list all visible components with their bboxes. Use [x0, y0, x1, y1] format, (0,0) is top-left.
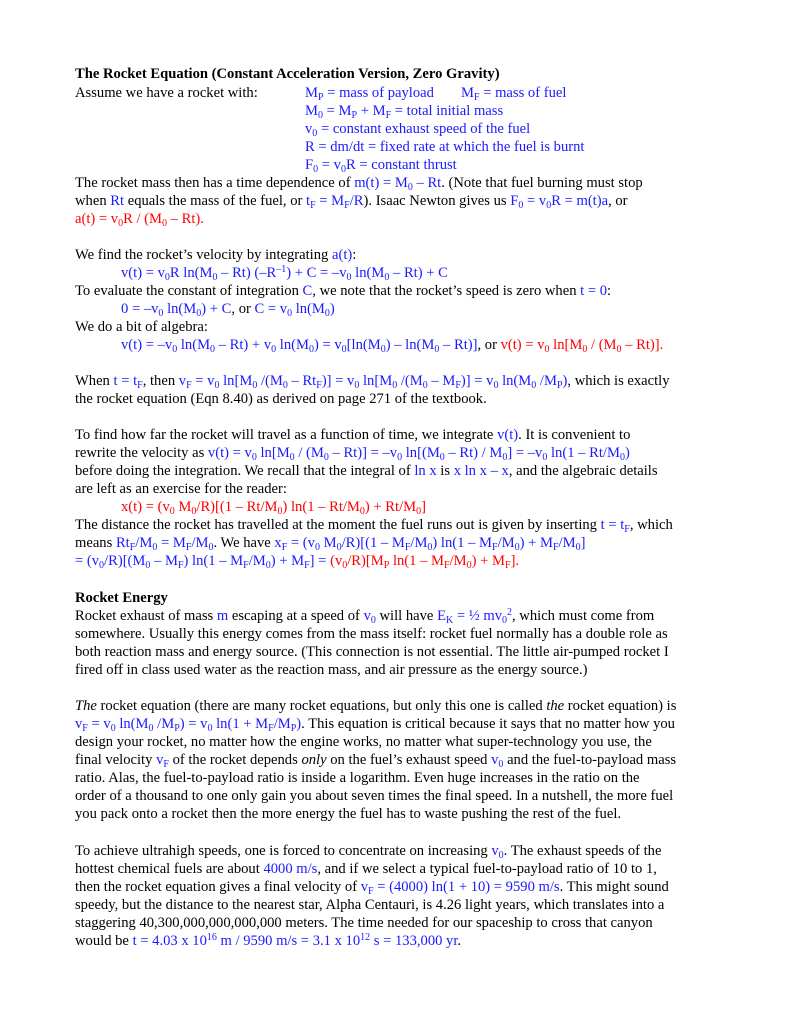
paragraph-line: $v_F = v_0$ $\ln(M_0$ $/M_P) = v_0$ $\ln(1 + M_F/M_P)$. This equation is critical because it says that no matter how you: [75, 716, 675, 734]
paragraph-line: rewrite the velocity as $v(t) = v_0$ $\ln[M_0 / (M_0 - Rt)] = -v_0$ $\ln[(M_0 - Rt) / M_0] = -v_0$ $\ln(1 - Rt/M_0)$: [75, 445, 630, 463]
paragraph-line: you pack onto a rocket then the more energy the fuel has to waste pushing the rest of the fuel.: [75, 806, 622, 822]
paragraph-line: means $Rt_F/M_0 = M_F/M_0$. We have $x_F = (v_0$ $M_0/R)[(1 - M_F/M_0)$ $\ln(1 - M_F/M_0) + M_F/M_0$]: [75, 535, 586, 553]
equation-distance: $x(t) = (v_0$ $M_0/R)[(1 - Rt/M_0)$ $\ln(1 - Rt/M_0) + Rt/M_0$]: [121, 499, 426, 517]
def-payload: $M_P$ = mass of payload: [305, 85, 434, 103]
paragraph-line: To evaluate the constant of integration C, we note that the rocket’s speed is zero when t = 0:: [75, 283, 612, 299]
text-run: hottest chemical fuels are about: [75, 861, 260, 877]
def-exhaust-speed: $v_0$ = constant exhaust speed of the fuel: [305, 121, 531, 139]
paragraph-line: staggering 40,300,000,000,000,000 meters. The time needed for our spaceship to cross that canyon: [75, 915, 653, 931]
paragraph-line: We do a bit of algebra:: [75, 319, 208, 335]
section-heading-rocket-equation: The Rocket Equation (Constant Acceleration Version, Zero Gravity): [75, 66, 500, 82]
equation-constant: $0 = -v_0$ $\ln(M_0) + C$, or $C = v_0$ $\ln(M_0)$: [121, 301, 335, 319]
paragraph-line: final velocity $v_F$ of the rocket depends only on the fuel’s exhaust speed $v_0$ and the fuel-to-payload mass: [75, 752, 677, 770]
paragraph-line: order of a thousand to one only gain you about seven times the final speed. In a nutshell, the more fuel: [75, 788, 674, 804]
paragraph-line: The distance the rocket has travelled at the moment the fuel runs out is given by inserting $t = t_F$, which: [75, 517, 673, 535]
def-thrust: $F_0 = v_0R$ = constant thrust: [305, 157, 457, 175]
text-run: then the rocket equation gives a final velocity of: [75, 879, 358, 895]
equation-acceleration: $a(t) = v_0R / (M_0 - Rt)$.: [75, 211, 204, 229]
paragraph-line: both reaction mass and energy source. (This connection is not essential. The little air-pumped rocket I: [75, 644, 669, 660]
paragraph-line: when Rt equals the mass of the fuel, or $t_F = M_F/R$). Isaac Newton gives us $F_0 = v_0R = m(t)a$, or: [75, 193, 628, 211]
paragraph-line: speedy, but the distance to the nearest star, Alpha Centauri, is 4.26 light years, which translates into a: [75, 897, 665, 913]
assume-text: Assume we have a rocket with:: [75, 85, 258, 101]
paragraph-line: design your rocket, no matter how the engine works, no matter what super-technology you use, the: [75, 734, 652, 750]
paragraph-line: fired off in class used water as the reaction mass, and air pressure as the energy source.): [75, 662, 588, 678]
paragraph-line: before doing the integration. We recall that the integral of ln x is x ln x – x, and the algebraic details: [75, 463, 658, 479]
text-run: would be: [75, 933, 129, 949]
paragraph-line: = $(v_0/R)[(M_0 - M_F)$ $\ln(1 - M_F/M_0) + M_F] = (v_0/R)[M_P$ $\ln(1 - M_F/M_0) + M_F$].: [75, 553, 520, 571]
paragraph-line: The rocket equation (there are many rocket equations, but only this one is called the rocket equation) is: [75, 698, 677, 714]
def-fuel: $M_F$ = mass of fuel: [461, 85, 567, 103]
paragraph-line: ratio. Alas, the fuel-to-payload ratio is inside a logarithm. Even huge increases in the ratio on the: [75, 770, 640, 786]
paragraph-line: To achieve ultrahigh speeds, one is forced to concentrate on increasing $v_0$. The exhaust speeds of the: [75, 843, 662, 861]
equation-velocity-integral: $v(t) = v_0R$ $\ln(M_0 - Rt) (-R^{-1}) + C = -v_0$ $\ln(M_0 - Rt) + C$: [121, 264, 448, 283]
paragraph-line: then the rocket equation gives a final velocity of $v_F = (4000) \ln(1 + 10) = 9590$ m/s. This might sound: [75, 879, 669, 897]
section-heading-rocket-energy: Rocket Energy: [75, 590, 168, 606]
paragraph-line: somewhere. Usually this energy comes from the mass itself: rocket fuel normally has a double role as: [75, 626, 668, 642]
def-burn-rate: R = dm/dt = fixed rate at which the fuel is burnt: [305, 139, 585, 155]
paragraph-line: Rocket exhaust of mass m escaping at a speed of $v_0$ will have $E_K$ = ½ $mv_0^2$, which must come from: [75, 607, 655, 626]
paragraph-line: would be t = 4.03 x $10^{16}$ m / 9590 m/s = 3.1 x $10^{12}$ s = 133,000 yr.: [75, 932, 462, 949]
def-total-mass: $M_0 = M_P + M_F$ = total initial mass: [305, 103, 504, 121]
text-run: To achieve ultrahigh speeds, one is forced to concentrate on increasing: [75, 843, 488, 859]
paragraph-line: We find the rocket’s velocity by integrating a(t):: [75, 247, 357, 263]
paragraph-line: To find how far the rocket will travel as a function of time, we integrate v(t). It is convenient to: [75, 427, 631, 443]
equation-velocity: $v(t) = -v_0$ $\ln(M_0 - Rt) + v_0$ $\ln(M_0) = v_0[\ln(M_0) - \ln(M_0 - Rt)]$, or $v(t) = v_0$ $\ln[M_0 / (M_0 - Rt)]$.: [121, 337, 664, 355]
paragraph-line: the rocket equation (Eqn 8.40) as derived on page 271 of the textbook.: [75, 391, 487, 407]
paragraph-line: are left as an exercise for the reader:: [75, 481, 287, 497]
assume-line: [75, 85, 567, 103]
paragraph-line: The rocket mass then has a time dependence of $m(t) = M_0 - Rt$. (Note that fuel burning must stop: [75, 175, 643, 193]
paragraph-line: When $t = t_F$, then $v_F = v_0$ $\ln[M_0$ $/(M_0 - Rt_F)] = v_0$ $\ln[M_0$ $/(M_0 - M_F)] = v_0$ $\ln(M_0$ $/M_P$), which is exactly: [75, 373, 670, 391]
paragraph-line: hottest chemical fuels are about 4000 m/s, and if we select a typical fuel-to-payload ratio of 10 to 1,: [75, 861, 657, 877]
